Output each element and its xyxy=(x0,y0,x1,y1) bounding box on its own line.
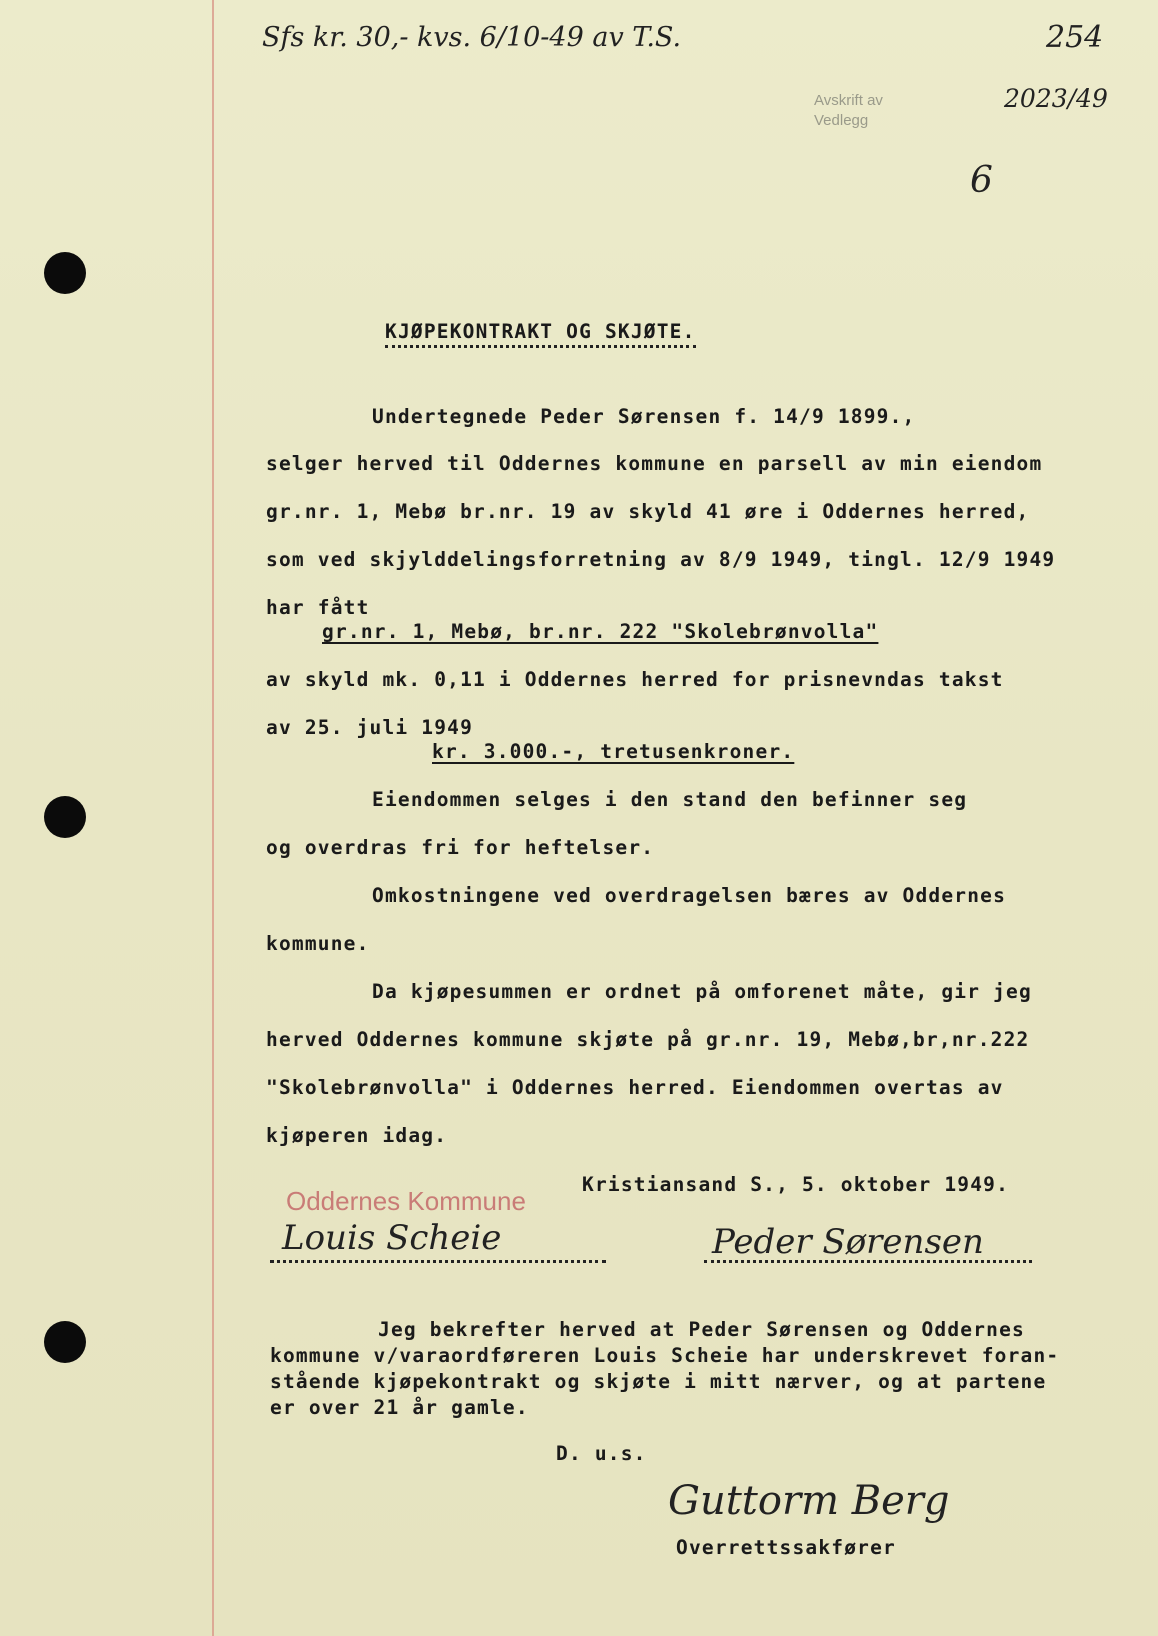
lawyer-title: Overrettssakfører xyxy=(676,1536,896,1559)
punch-hole xyxy=(44,252,86,294)
body-line: kommune. xyxy=(266,932,370,955)
witness-line: kommune v/varaordføreren Louis Scheie har underskrevet foran- xyxy=(270,1344,1060,1367)
body-line: og overdras fri for heftelser. xyxy=(266,836,655,859)
signature-lawyer: Guttorm Berg xyxy=(668,1478,950,1524)
corner-mark: 6 xyxy=(970,160,993,201)
body-line: herved Oddernes kommune skjøte på gr.nr. 19, Mebø,br,nr.222 xyxy=(266,1028,1030,1051)
body-line: "Skolebrønvolla" i Oddernes herred. Eiendommen overtas av xyxy=(266,1076,1004,1099)
margin-note: Sfs kr. 30,- kvs. 6/10-49 av T.S. xyxy=(262,22,682,53)
body-line: som ved skjylddelingsforretning av 8/9 1949, tingl. 12/9 1949 xyxy=(266,548,1056,571)
signature-left: Louis Scheie xyxy=(282,1218,502,1258)
signature-line-left xyxy=(270,1260,606,1263)
document-title: KJØPEKONTRAKT OG SKJØTE. xyxy=(385,320,696,348)
body-line: kjøperen idag. xyxy=(266,1124,448,1147)
dus-mark: D. u.s. xyxy=(556,1442,647,1465)
witness-line: Jeg bekrefter herved at Peder Sørensen og Oddernes xyxy=(378,1318,1025,1341)
body-line: Omkostningene ved overdragelsen bæres av Oddernes xyxy=(372,884,1007,907)
body-line: har fått xyxy=(266,596,370,619)
doc-number: 2023/49 xyxy=(1004,84,1108,113)
margin-rule xyxy=(212,0,214,1636)
body-line: Da kjøpesummen er ordnet på omforenet måte, gir jeg xyxy=(372,980,1032,1003)
property-designation: gr.nr. 1, Mebø, br.nr. 222 "Skolebrønvolla" xyxy=(322,620,879,643)
place-date: Kristiansand S., 5. oktober 1949. xyxy=(582,1173,1010,1196)
faded-stamp-line: Avskrift av xyxy=(814,92,883,109)
witness-line: er over 21 år gamle. xyxy=(270,1396,529,1419)
signature-line-right xyxy=(704,1260,1032,1263)
body-line: selger herved til Oddernes kommune en parsell av min eiendom xyxy=(266,452,1043,475)
body-line: av 25. juli 1949 xyxy=(266,716,474,739)
kommune-stamp: Oddernes Kommune xyxy=(286,1186,526,1216)
signature-right: Peder Sørensen xyxy=(712,1222,984,1262)
body-line: gr.nr. 1, Mebø br.nr. 19 av skyld 41 øre i Oddernes herred, xyxy=(266,500,1030,523)
page-number: 254 xyxy=(1046,20,1104,55)
faded-stamp-line: Vedlegg xyxy=(814,112,869,129)
punch-hole xyxy=(44,796,86,838)
body-line: Eiendommen selges i den stand den befinner seg xyxy=(372,788,968,811)
purchase-price: kr. 3.000.-, tretusenkroner. xyxy=(432,740,795,763)
body-line: av skyld mk. 0,11 i Oddernes herred for prisnevndas takst xyxy=(266,668,1004,691)
body-line: Undertegnede Peder Sørensen f. 14/9 1899., xyxy=(372,405,916,428)
punch-hole xyxy=(44,1321,86,1363)
witness-line: stående kjøpekontrakt og skjøte i mitt nærver, og at partene xyxy=(270,1370,1047,1393)
